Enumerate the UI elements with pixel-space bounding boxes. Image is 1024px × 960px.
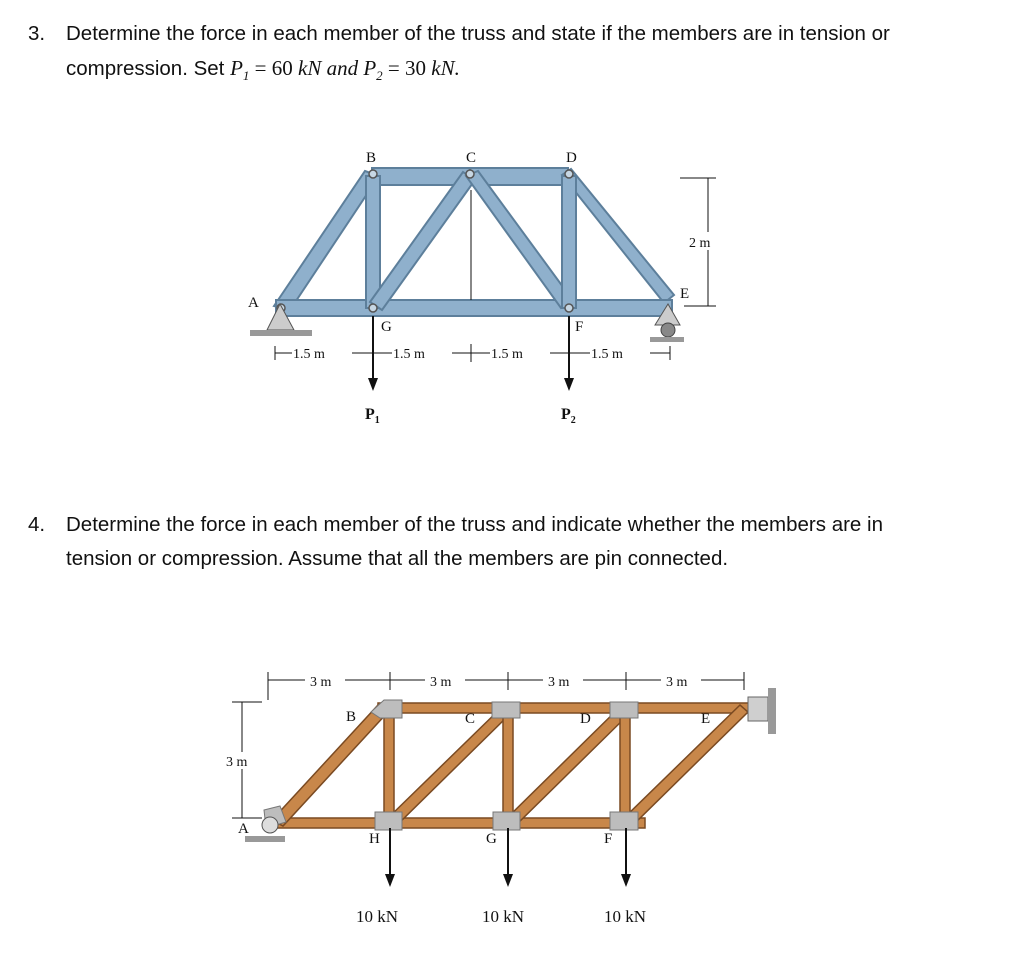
dim-label-1: 3 m: [310, 675, 332, 690]
load-arrow-3: [621, 874, 631, 887]
pin-G: [369, 304, 377, 312]
load-arrow-p2: [564, 378, 574, 391]
member-HC: [386, 705, 512, 826]
load-arrow-1: [385, 874, 395, 887]
member-AB: [274, 171, 379, 310]
member-BG: [366, 176, 380, 308]
joint-label-H: H: [369, 831, 380, 847]
gusset-D: [610, 702, 638, 718]
load-arrow-p1: [368, 378, 378, 391]
load-label-p1: $P_1$: [365, 406, 380, 426]
joint-label-F: F: [604, 831, 613, 847]
dim-label-height: 3 m: [226, 755, 248, 770]
question-number: 4.: [28, 513, 46, 536]
and-word: and: [326, 56, 359, 80]
joint-label-A: A: [238, 821, 249, 837]
member-BH: [384, 708, 394, 822]
question-line-1: Determine the force in each member of the truss and state if the members are in tension or: [66, 22, 890, 45]
p1-unit: kN: [298, 56, 322, 80]
joint-label-G: G: [486, 831, 497, 847]
gusset-G: [493, 812, 520, 830]
dim-label-3: 1.5 m: [491, 347, 523, 362]
member-DF: [562, 176, 576, 308]
p2-value: = 30: [387, 56, 426, 80]
truss-2-members: [270, 703, 758, 828]
member-FE: [622, 705, 748, 826]
member-CF: [466, 171, 574, 308]
question-4: [28, 508, 998, 576]
load-label-3: 10 kN: [604, 907, 647, 926]
load-label-2: 10 kN: [482, 907, 525, 926]
question-number: 3.: [28, 22, 46, 45]
joint-label-B: B: [366, 150, 377, 166]
dim-label-2: 3 m: [430, 675, 452, 690]
joint-label-E: E: [701, 711, 711, 727]
member-AE: [276, 300, 672, 316]
gusset-B: [371, 700, 402, 718]
dim-label-1: 1.5 m: [293, 347, 325, 362]
load-label-1: 10 kN: [356, 907, 399, 926]
member-GD: [505, 705, 631, 826]
pin-D: [565, 170, 573, 178]
question-line-2: tension or compression. Assume that all the members are pin connected.: [66, 547, 729, 570]
load-label-p2: $P_2$: [561, 406, 576, 426]
truss-2-loads: [356, 828, 646, 926]
pin-C: [466, 170, 474, 178]
p1-symbol: P: [230, 56, 243, 80]
joint-label-D: D: [580, 711, 591, 727]
joint-label-A: A: [248, 295, 259, 311]
joint-label-D: D: [566, 150, 577, 166]
gusset-F: [610, 812, 638, 830]
question-text: [66, 508, 998, 576]
question-line-1: Determine the force in each member of the truss and indicate whether the members are in: [66, 513, 883, 536]
load-arrow-2: [503, 874, 513, 887]
joint-label-G: G: [381, 319, 392, 335]
member-DE: [562, 169, 674, 303]
member-DF: [620, 708, 630, 822]
p2-subscript: 2: [376, 68, 383, 84]
member-AB: [272, 705, 388, 826]
truss-1-members: [274, 168, 674, 316]
dim-label-3: 3 m: [548, 675, 570, 690]
question-line-2-text: compression. Set: [66, 57, 225, 80]
gusset-C: [492, 702, 520, 718]
member-GC: [370, 172, 475, 310]
p1-value: = 60: [254, 56, 293, 80]
dim-label-4: 3 m: [666, 675, 688, 690]
joint-label-E: E: [680, 286, 690, 302]
pin-B: [369, 170, 377, 178]
p2-symbol: P: [363, 56, 377, 80]
gusset-H: [375, 812, 402, 830]
p2-unit: kN.: [431, 56, 460, 80]
support-E-2: [748, 688, 776, 734]
joint-label-F: F: [575, 319, 584, 335]
joint-label-B: B: [346, 709, 357, 725]
member-CG: [503, 708, 513, 822]
p1-subscript: 1: [242, 68, 250, 84]
dim-label-height: 2 m: [689, 236, 711, 251]
dim-label-4: 1.5 m: [591, 347, 623, 362]
joint-label-C: C: [466, 150, 477, 166]
member-AF: [270, 818, 645, 828]
dim-label-2: 1.5 m: [393, 347, 425, 362]
pin-F: [565, 304, 573, 312]
truss-1-loads: [365, 316, 576, 426]
joint-label-C: C: [465, 711, 476, 727]
